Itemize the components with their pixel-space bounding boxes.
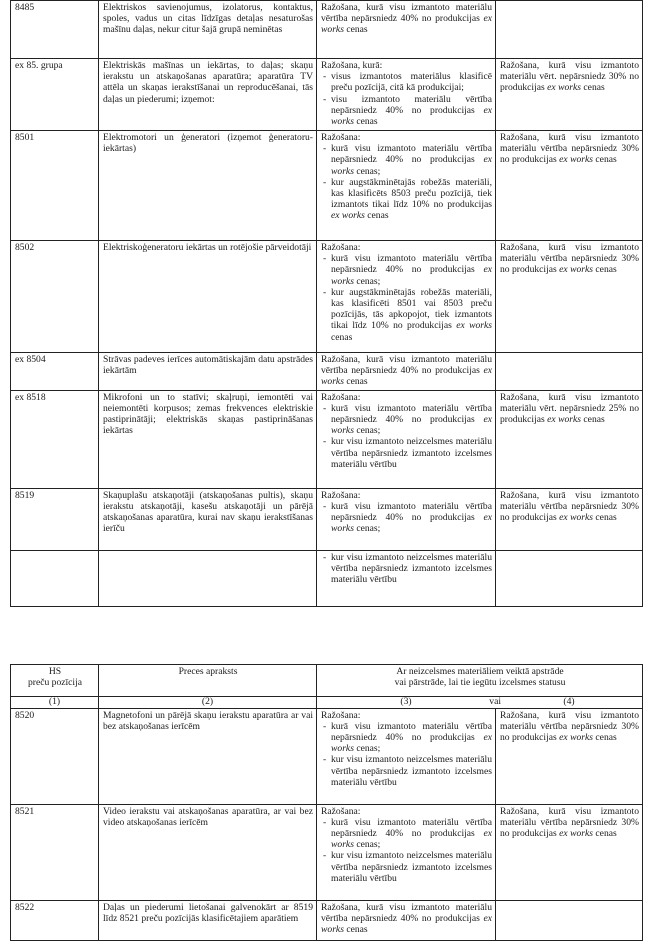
processing-rule: Ražošana, kurā visu izmantoto materiālu vērtība nepārsniedz 40% no produkcijas ex works cenas <box>317 900 496 940</box>
hs-code: 8502 <box>11 241 99 353</box>
hs-code: 8521 <box>11 804 99 900</box>
processing-rule: Ražošana, kurā visu izmantoto materiālu vērtība nepārsniedz 40% no produkcijas ex works cenas <box>317 1 496 59</box>
alternative-rule: Ražošana, kurā visu izmantoto materiālu vērtība nepārsniedz 30% no produkcijas ex works cenas <box>496 488 643 550</box>
alternative-rule <box>496 1 643 59</box>
header-hs-code: HS preču pozīcija <box>11 665 99 697</box>
alternative-rule <box>496 900 643 940</box>
goods-description: Daļas un piederumi lietošanai galvenokārt ar 8519 līdz 8521 preču pozīcijās klasificētajiem aparātiem <box>99 900 317 940</box>
or-label: vai <box>489 696 501 707</box>
column-number: (4) <box>496 697 643 709</box>
goods-description: Skaņuplašu atskaņotāji (atskaņošanas pultis), skaņu ierakstu atskaņotāji, kasešu atskaņotāji un pārējā atskaņošanas aparatūra, kurai nav skaņu ierakstīšanas ierīču <box>99 488 317 550</box>
alternative-rule: Ražošana, kurā visu izmantoto materiālu vērtība nepārsniedz 30% no produkcijas ex works cenas <box>496 241 643 353</box>
hs-code: ex 8504 <box>11 353 99 391</box>
hs-code: ex 8518 <box>11 390 99 488</box>
hs-code: 8501 <box>11 131 99 241</box>
table-row <box>11 390 643 488</box>
hs-code: 8522 <box>11 900 99 940</box>
hs-code: 8519 <box>11 488 99 550</box>
rule-condition: - kurā visu izmantoto materiālu vērtība nepārsniedz 40% no produkcijas ex works cenas; <box>321 253 492 287</box>
hs-code: 8485 <box>11 1 99 59</box>
column-number: (1) <box>11 697 99 709</box>
rule-condition: - kur augstākminētajās robežās materiāli, kas klasificēti 8501 vai 8503 preču pozīcijās, tās apkopojot, tiek izmantots tikai līdz 10% no produkcijas ex works cenas <box>321 287 492 343</box>
rule-condition: - kur visu izmantoto neizcelsmes materiālu vērtība nepārsniedz izmantoto izcelsmes materiālu vērtību <box>321 850 492 884</box>
rule-condition: - kurā visu izmantoto materiālu vērtība nepārsniedz 40% no produkcijas ex works cenas; <box>321 721 492 755</box>
processing-rule: Ražošana: - kurā visu izmantoto materiālu vērtība nepārsniedz 40% no produkcijas ex works cenas; - kur augstākminētajās robežās materiāli, kas klasificēts 8503 preču pozīcijā, tiek izmantots tikai līdz 10% no produkcijas ex works cenas <box>317 131 496 241</box>
table-row <box>11 353 643 391</box>
goods-description: Mikrofoni un to statīvi; skaļruņi, iemontēti vai neiemontēti korpusos; zemas frekvences elektriskie pastiprinātāji; elektriskās skaņas pastiprināšanas iekārtas <box>99 390 317 488</box>
rule-condition: - kurā visu izmantoto materiālu vērtība nepārsniedz 40% no produkcijas ex works cenas; <box>321 817 492 851</box>
alternative-rule: Ražošana, kurā visu izmantoto materiālu vērtība nepārsniedz 30% no produkcijas ex works cenas <box>496 708 643 804</box>
alternative-rule: Ražošana, kurā visu izmantoto materiālu vērtība nepārsniedz 30% no produkcijas ex works cenas <box>496 131 643 241</box>
goods-description: Elektriskos savienojumus, izolatorus, kontaktus, spoles, vadus un citas līdzīgas detaļas nesaturošas mašīnu daļas, nekur citur šajā grupā neminētas <box>99 1 317 59</box>
table-row <box>11 708 643 804</box>
processing-rule: Ražošana: - kurā visu izmantoto materiālu vērtība nepārsniedz 40% no produkcijas ex works cenas; - kur visu izmantoto neizcelsmes materiālu vērtība nepārsniedz izmantoto izcelsmes materiālu vērtību <box>317 708 496 804</box>
goods-description: Elektriskās mašīnas un iekārtas, to daļas; skaņu ierakstu un atskaņošanas aparatūra; aparatūra TV attēla un skaņas ierakstīšanai un reproducēšanai, tās daļas un piederumi; izņemot: <box>99 59 317 131</box>
table-row <box>11 1 643 59</box>
column-number: (2) <box>99 697 317 709</box>
hs-code <box>11 550 99 606</box>
table-row <box>11 804 643 900</box>
rule-condition: - kur visu izmantoto neizcelsmes materiālu vērtība nepārsniedz izmantoto izcelsmes materiālu vērtību <box>321 754 492 788</box>
processing-rule: Ražošana: - kurā visu izmantoto materiālu vērtība nepārsniedz 40% no produkcijas ex works cenas; - kur visu izmantoto neizcelsmes materiālu vērtība nepārsniedz izmantoto izcelsmes materiālu vērtību <box>317 390 496 488</box>
table-row <box>11 550 643 606</box>
rule-condition: - kur visu izmantoto neizcelsmes materiālu vērtība nepārsniedz izmantoto izcelsmes materiālu vērtību <box>321 436 492 470</box>
rule-condition: - visus izmantotos materiālus klasificē preču pozīcijā, citā kā produkcijai; <box>321 71 492 93</box>
rule-condition: - kur visu izmantoto neizcelsmes materiālu vērtība nepārsniedz izmantoto izcelsmes materiālu vērtību <box>321 552 492 586</box>
hs-code: ex 85. grupa <box>11 59 99 131</box>
processing-rule: Ražošana: - kurā visu izmantoto materiālu vērtība nepārsniedz 40% no produkcijas ex works cenas; - kur augstākminētajās robežās materiāli, kas klasificēti 8501 vai 8503 preču pozīcijās, tās apkopojot, tiek izmantots tikai līdz 10% no produkcijas ex works cenas <box>317 241 496 353</box>
goods-description: Magnetofoni un pārējā skaņu ierakstu aparatūra ar vai bez atskaņošanas ierīcēm <box>99 708 317 804</box>
processing-rule: Ražošana: - kurā visu izmantoto materiālu vērtība nepārsniedz 40% no produkcijas ex works cenas; - kur visu izmantoto neizcelsmes materiālu vērtība nepārsniedz izmantoto izcelsmes materiālu vērtību <box>317 804 496 900</box>
processing-rule <box>317 550 496 606</box>
processing-rule: Ražošana: - kurā visu izmantoto materiālu vērtība nepārsniedz 40% no produkcijas ex works cenas; <box>317 488 496 550</box>
processing-rule: Ražošana, kurā visu izmantoto materiālu vērtība nepārsniedz 40% no produkcijas ex works cenas <box>317 353 496 391</box>
header-description: Preces apraksts <box>99 665 317 697</box>
table-row <box>11 488 643 550</box>
goods-description: Strāvas padeves ierīces automātiskajām datu apstrādes iekārtām <box>99 353 317 391</box>
goods-description: Elektriskoģeneratoru iekārtas un rotējošie pārveidotāji <box>99 241 317 353</box>
goods-description <box>99 550 317 606</box>
table-row <box>11 131 643 241</box>
table-row <box>11 59 643 131</box>
table-header <box>11 665 643 697</box>
column-number-row <box>11 697 643 709</box>
goods-description: Video ierakstu vai atskaņošanas aparatūra, ar vai bez video atskaņošanas ierīcēm <box>99 804 317 900</box>
alternative-rule: Ražošana, kurā visu izmantoto materiālu vērt. nepārsniedz 25% no produkcijas ex works cenas <box>496 390 643 488</box>
rule-condition: - kurā visu izmantoto materiālu vērtība nepārsniedz 40% no produkcijas ex works cenas; <box>321 403 492 437</box>
rules-table <box>10 664 643 941</box>
table-row <box>11 241 643 353</box>
rule-condition: - kurā visu izmantoto materiālu vērtība nepārsniedz 40% no produkcijas ex works cenas; <box>321 501 492 535</box>
alternative-rule: Ražošana, kurā visu izmantoto materiālu vērtība nepārsniedz 30% no produkcijas ex works cenas <box>496 804 643 900</box>
table-row <box>11 900 643 940</box>
hs-code: 8520 <box>11 708 99 804</box>
alternative-rule <box>496 550 643 606</box>
column-number: (3) vai <box>317 697 496 709</box>
rule-condition: - kurā visu izmantoto materiālu vērtība nepārsniedz 40% no produkcijas ex works cenas; <box>321 143 492 177</box>
alternative-rule <box>496 353 643 391</box>
rule-condition: - kur augstākminētajās robežās materiāli, kas klasificēts 8503 preču pozīcijā, tiek izmantots tikai līdz 10% no produkcijas ex works cenas <box>321 177 492 222</box>
rules-table-continued <box>10 0 643 607</box>
rule-condition: - visu izmantoto materiālu vērtība nepārsniedz 40% no produkcijas ex works cenas <box>321 94 492 128</box>
processing-rule: Ražošana, kurā: - visus izmantotos materiālus klasificē preču pozīcijā, citā kā produkcijai; - visu izmantoto materiālu vērtība nepārsniedz 40% no produkcijas ex works cenas <box>317 59 496 131</box>
alternative-rule: Ražošana, kurā visu izmantoto materiālu vērt. nepārsniedz 30% no produkcijas ex works cenas <box>496 59 643 131</box>
goods-description: Elektromotori un ģeneratori (izņemot ģeneratoru- iekārtas) <box>99 131 317 241</box>
header-processing: Ar neizcelsmes materiāliem veiktā apstrāde vai pārstrāde, lai tie iegūtu izcelsmes statusu <box>317 665 643 697</box>
